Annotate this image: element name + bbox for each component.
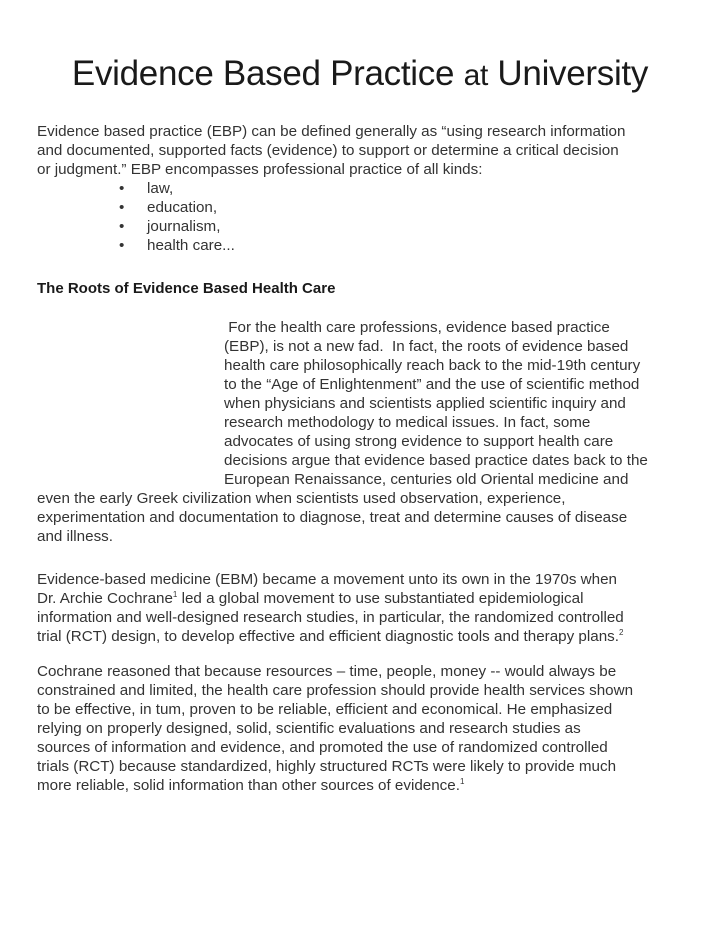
text-line: to the “Age of Enlightenment” and the use of scientific method — [224, 376, 640, 393]
cochrane-paragraph — [37, 662, 717, 795]
text-line: relying on properly designed, solid, scientific evaluations and research studies as — [37, 720, 581, 737]
footnote-ref: 2 — [618, 628, 624, 637]
list-item — [116, 198, 235, 217]
list-item — [116, 217, 235, 236]
footnote-ref: 1 — [459, 777, 465, 786]
text-run: more reliable, solid information than other sources of evidence. — [37, 777, 460, 794]
section-heading: The Roots of Evidence Based Health Care — [37, 280, 336, 297]
text-line: trials (RCT) because standardized, highly structured RCTs were likely to provide much — [37, 758, 617, 775]
list-item-label: journalism, — [147, 218, 221, 235]
text-line: decisions argue that evidence based practice dates back to the — [224, 452, 648, 469]
text-line: sources of information and evidence, and promoted the use of randomized controlled — [37, 739, 608, 756]
title-main: Evidence Based Practice — [71, 54, 455, 93]
text-line: Evidence-based medicine (EBM) became a movement unto its own in the 1970s when — [37, 571, 617, 588]
text-line: even the early Greek civilization when scientists used observation, experience, — [37, 490, 566, 507]
ebm-paragraph — [37, 570, 717, 646]
text-line: research methodology to medical issues. In fact, some — [224, 414, 591, 431]
text-line: health care philosophically reach back to the mid-19th century — [224, 357, 641, 374]
list-item-label: law, — [147, 180, 174, 197]
text-run: trial (RCT) design, to develop effective and efficient diagnostic tools and therapy plans. — [37, 628, 619, 645]
text-line: European Renaissance, centuries old Oriental medicine and — [224, 471, 629, 488]
bullet-icon: • — [119, 237, 125, 254]
text-line: or judgment.” EBP encompasses professional practice of all kinds: — [37, 161, 483, 178]
text-line: For the health care professions, evidence based practice — [224, 319, 610, 336]
text-line: information and well-designed research studies, in particular, the randomized controlled — [37, 609, 624, 626]
roots-paragraph-continued — [37, 489, 717, 546]
list-item-label: health care... — [147, 237, 235, 254]
footnote-ref: 1 — [172, 590, 178, 599]
list-item-label: education, — [147, 199, 218, 216]
text-line: Evidence based practice (EBP) can be defined generally as “using research information — [37, 123, 626, 140]
text-line: to be effective, in tum, proven to be reliable, efficient and economical. He emphasized — [37, 701, 613, 718]
title-end: University — [497, 54, 649, 93]
text-line — [37, 589, 717, 608]
roots-paragraph-indented — [224, 318, 714, 489]
list-item — [116, 179, 235, 198]
bullet-icon: • — [119, 180, 125, 197]
text-run: led a global movement to use substantiated epidemiological — [177, 590, 584, 607]
bullet-icon: • — [119, 218, 125, 235]
bullet-icon: • — [119, 199, 125, 216]
list-item — [116, 236, 235, 255]
text-run: Dr. Archie Cochrane — [37, 590, 173, 607]
practice-list — [116, 179, 235, 255]
text-line: advocates of using strong evidence to support health care — [224, 433, 614, 450]
text-line — [37, 776, 717, 795]
title-at: at — [463, 59, 488, 92]
intro-paragraph — [37, 122, 709, 179]
text-line: experimentation and documentation to diagnose, treat and determine causes of disease — [37, 509, 628, 526]
page-title — [0, 52, 720, 98]
text-line: constrained and limited, the health care profession should provide health services shown — [37, 682, 634, 699]
text-line: and documented, supported facts (evidence) to support or determine a critical decision — [37, 142, 619, 159]
text-line — [37, 627, 717, 646]
text-line: when physicians and scientists applied scientific inquiry and — [224, 395, 626, 412]
text-line: Cochrane reasoned that because resources – time, people, money -- would always be — [37, 663, 617, 680]
text-line: and illness. — [37, 528, 113, 545]
text-line: (EBP), is not a new fad. In fact, the roots of evidence based — [224, 338, 629, 355]
